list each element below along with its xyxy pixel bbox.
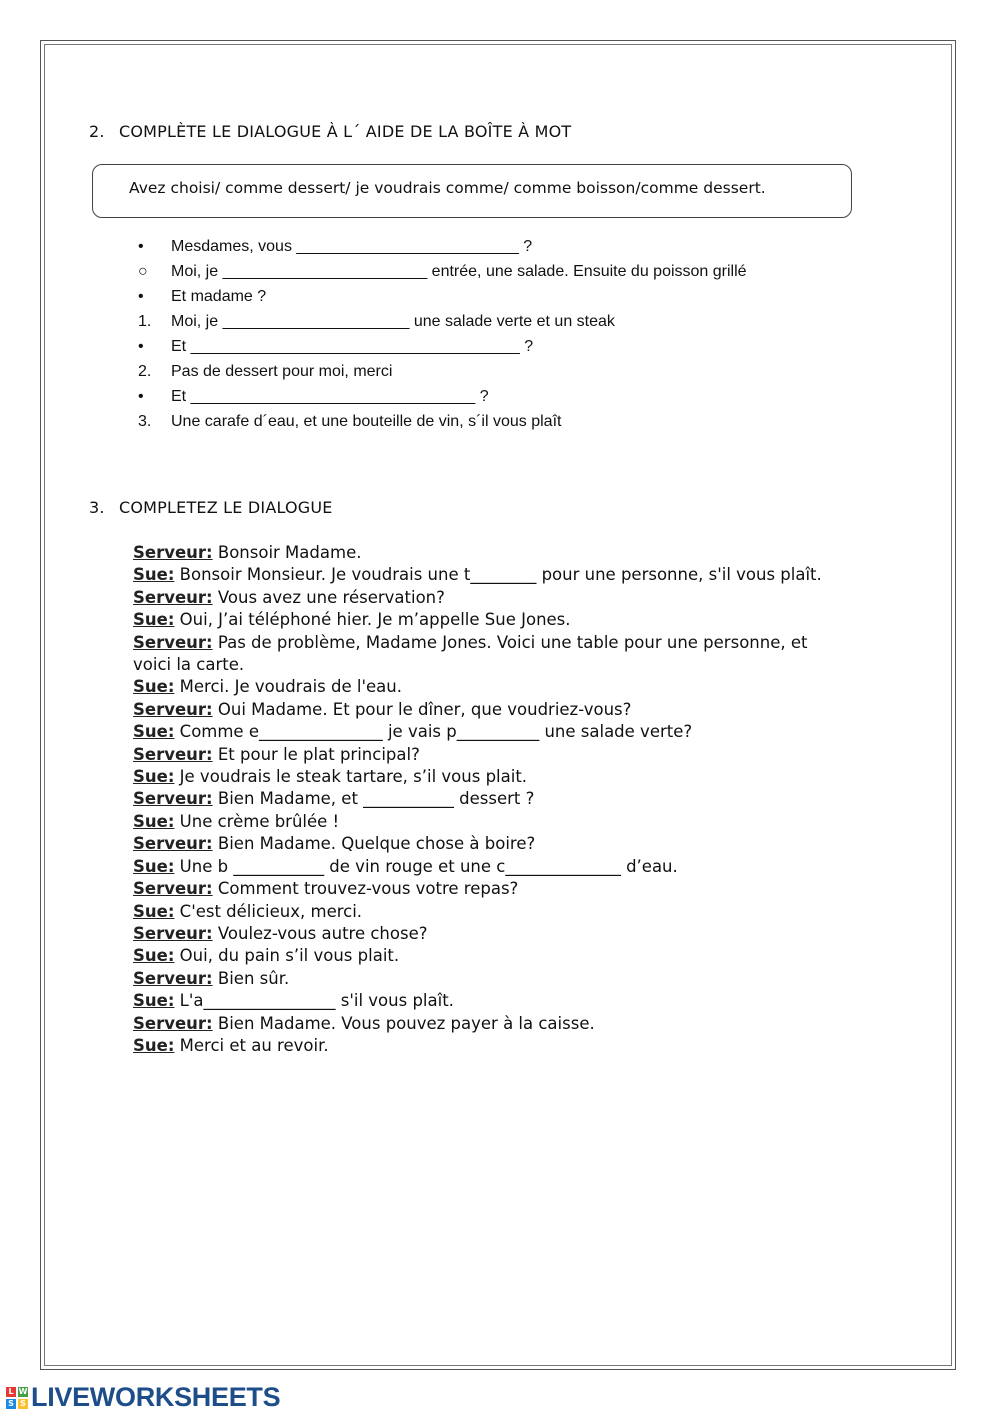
dialogue-line — [133, 721, 843, 743]
dialogue-line — [133, 990, 843, 1012]
dialogue-line — [133, 609, 843, 631]
dialogue-line — [133, 811, 843, 833]
dialogue-speaker: Sue: — [133, 767, 175, 787]
exercise-item-marker: • — [138, 288, 144, 305]
dialogue-text: Bonsoir Monsieur. Je voudrais une t________ pour une personne, s'il vous plaît. — [174, 565, 822, 585]
dialogue-speaker: Sue: — [133, 901, 175, 921]
dialogue-speaker: Serveur: — [133, 1013, 213, 1033]
dialogue-text: Bonsoir Madame. — [212, 543, 362, 562]
dialogue-text: Bien Madame. Quelque chose à boire? — [212, 834, 536, 854]
exercise-item — [0, 313, 1000, 338]
dialogue-line — [133, 744, 843, 766]
dialogue-speaker: Sue: — [133, 610, 175, 630]
dialogue-line — [133, 1035, 843, 1057]
dialogue-speaker: Sue: — [133, 856, 175, 876]
dialogue-line — [133, 676, 843, 698]
exercise-item — [0, 238, 1000, 263]
dialogue-text: Une crème brûlée ! — [174, 811, 340, 831]
dialogue-speaker: Serveur: — [133, 587, 213, 607]
section-2-title — [89, 122, 571, 141]
exercise-item-text: Moi, je _______________________ entrée, une salade. Ensuite du poisson grillé — [171, 263, 747, 280]
logo-text: LIVEWORKSHEETS — [31, 1382, 281, 1412]
exercise-item-text: Pas de dessert pour moi, merci — [171, 363, 393, 380]
dialogue-speaker: Serveur: — [133, 834, 213, 854]
dialogue-line — [133, 564, 843, 586]
exercise-item — [0, 338, 1000, 363]
dialogue-text: Merci et au revoir. — [174, 1035, 329, 1055]
dialogue-line — [133, 587, 843, 609]
dialogue-speaker: Serveur: — [133, 744, 213, 764]
dialogue-line — [133, 542, 843, 564]
dialogue-text: Une b ___________ de vin rouge et une c______________ d’eau. — [174, 856, 678, 876]
dialogue-speaker: Sue: — [133, 722, 175, 742]
exercise-item-marker: 1. — [138, 313, 152, 330]
section-3-title-text: COMPLETEZ LE DIALOGUE — [119, 498, 333, 517]
exercise-item-text: Et ________________________________ ? — [171, 388, 489, 405]
exercise-item — [0, 263, 1000, 288]
exercise-item — [0, 413, 1000, 438]
exercise-item-marker: 3. — [138, 413, 152, 430]
dialogue-line — [133, 1013, 843, 1035]
dialogue-line — [133, 699, 843, 721]
dialogue — [133, 542, 843, 1057]
dialogue-line — [133, 856, 843, 878]
dialogue-speaker: Serveur: — [133, 968, 213, 988]
exercise-item — [0, 388, 1000, 413]
dialogue-text: Je voudrais le steak tartare, s’il vous plait. — [174, 767, 528, 787]
dialogue-speaker: Sue: — [133, 677, 175, 697]
logo-square: S — [18, 1399, 28, 1409]
dialogue-text: Oui, du pain s’il vous plait. — [174, 946, 400, 966]
dialogue-text: Comme e_______________ je vais p__________ une salade verte? — [174, 722, 693, 742]
logo-square: W — [18, 1386, 28, 1396]
dialogue-text: Voulez-vous autre chose? — [212, 923, 428, 943]
dialogue-text: Bien sûr. — [212, 968, 290, 988]
logo-grid-icon — [6, 1387, 28, 1409]
dialogue-line — [133, 632, 843, 677]
dialogue-line — [133, 878, 843, 900]
exercise-item-marker: • — [138, 388, 144, 405]
section-2-title-text: COMPLÈTE LE DIALOGUE À L´ AIDE DE LA BOÎTE À MOT — [119, 122, 572, 141]
exercise-item-text: Mesdames, vous _________________________ ? — [171, 238, 533, 255]
exercise-item-marker: • — [138, 338, 144, 355]
dialogue-line — [133, 901, 843, 923]
dialogue-speaker: Serveur: — [133, 789, 213, 809]
section-3-number: 3. — [89, 498, 105, 517]
dialogue-text: Bien Madame, et ___________ dessert ? — [212, 789, 535, 809]
exercise-item-marker: 2. — [138, 363, 152, 380]
dialogue-speaker: Serveur: — [133, 699, 213, 719]
section-3-title — [89, 498, 333, 517]
dialogue-text: C'est délicieux, merci. — [174, 901, 363, 921]
dialogue-line — [133, 923, 843, 945]
dialogue-speaker: Serveur: — [133, 923, 213, 943]
dialogue-speaker: Sue: — [133, 1035, 175, 1055]
exercise-item — [0, 288, 1000, 313]
logo-square: S — [6, 1399, 16, 1409]
dialogue-line — [133, 968, 843, 990]
exercise-item — [0, 363, 1000, 388]
dialogue-text: Et pour le plat principal? — [212, 744, 420, 764]
exercise-list — [0, 238, 1000, 438]
dialogue-line — [133, 766, 843, 788]
section-2-number: 2. — [89, 122, 105, 141]
dialogue-text: Oui Madame. Et pour le dîner, que voudriez-vous? — [212, 699, 632, 719]
exercise-item-text: Et madame ? — [171, 288, 267, 305]
dialogue-line — [133, 833, 843, 855]
dialogue-speaker: Serveur: — [133, 543, 213, 562]
exercise-item-marker: ○ — [138, 263, 148, 280]
logo-square: L — [6, 1387, 16, 1397]
exercise-item-marker: • — [138, 238, 144, 255]
dialogue-text: Merci. Je voudrais de l'eau. — [174, 677, 402, 697]
word-box: Avez choisi/ comme dessert/ je voudrais comme/ comme boisson/comme dessert. — [92, 164, 852, 218]
dialogue-speaker: Sue: — [133, 991, 175, 1011]
dialogue-line — [133, 945, 843, 967]
dialogue-line — [133, 788, 843, 810]
dialogue-speaker: Sue: — [133, 946, 175, 966]
dialogue-speaker: Serveur: — [133, 879, 213, 899]
dialogue-speaker: Serveur: — [133, 632, 213, 652]
dialogue-text: Comment trouvez-vous votre repas? — [212, 879, 519, 899]
dialogue-text: Oui, J’ai téléphoné hier. Je m’appelle Sue Jones. — [174, 610, 571, 630]
dialogue-speaker: Sue: — [133, 565, 175, 585]
exercise-item-text: Moi, je _____________________ une salade verte et un steak — [171, 313, 615, 330]
exercise-item-text: Une carafe d´eau, et une bouteille de vin, s´il vous plaît — [171, 413, 562, 430]
dialogue-speaker: Sue: — [133, 811, 175, 831]
dialogue-text: Vous avez une réservation? — [212, 587, 445, 607]
dialogue-text: Pas de problème, Madame Jones. Voici une table pour une personne, et voici la carte. — [133, 632, 808, 675]
liveworksheets-logo[interactable] — [6, 1382, 280, 1410]
dialogue-text: Bien Madame. Vous pouvez payer à la caisse. — [212, 1013, 595, 1033]
exercise-item-text: Et _____________________________________ ? — [171, 338, 534, 355]
dialogue-text: L'a________________ s'il vous plaît. — [174, 991, 454, 1011]
